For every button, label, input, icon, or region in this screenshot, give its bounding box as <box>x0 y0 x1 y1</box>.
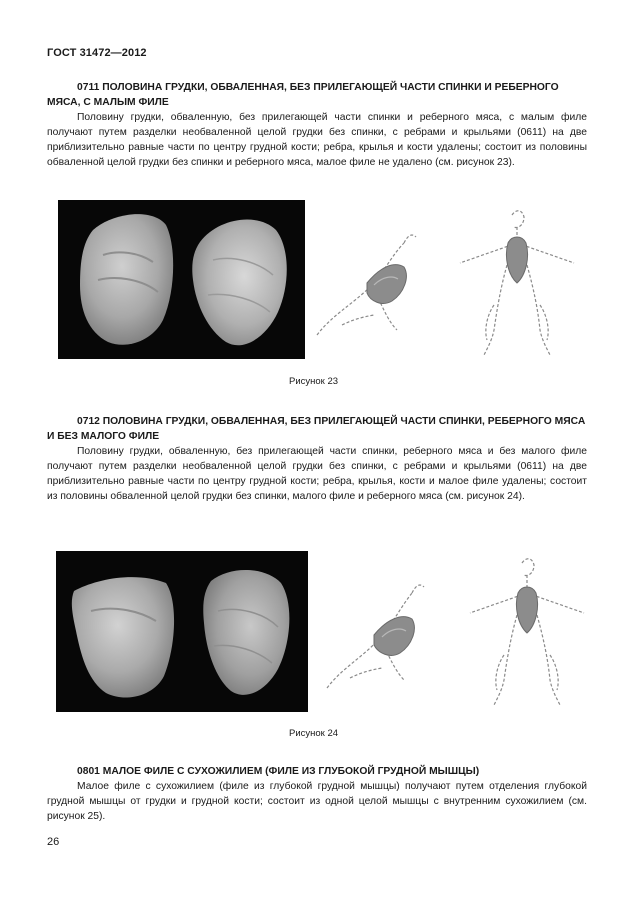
figure-24-photo <box>56 551 308 712</box>
section-heading: 0712 ПОЛОВИНА ГРУДКИ, ОБВАЛЕННАЯ, БЕЗ ПРИЛЕГАЮЩЕЙ ЧАСТИ СПИНКИ, РЕБЕРНОГО МЯСА И БЕЗ МАЛОГО ФИЛЕ <box>47 416 586 442</box>
figure-24-caption: Рисунок 24 <box>289 728 339 739</box>
figure-23-caption: Рисунок 23 <box>289 376 339 387</box>
section-heading: 0711 ПОЛОВИНА ГРУДКИ, ОБВАЛЕННАЯ, БЕЗ ПРИЛЕГАЮЩЕЙ ЧАСТИ СПИНКИ И РЕБЕРНОГО МЯСА, С МАЛЫМ ФИЛЕ <box>47 82 559 108</box>
section-0801 <box>47 764 587 824</box>
section-0711 <box>47 80 587 170</box>
standard-header: ГОСТ 31472—2012 <box>47 47 147 59</box>
section-0712 <box>47 414 587 504</box>
section-paragraph: Малое филе с сухожилием (филе из глубокой грудной мышцы) получают путем отделения глубокой грудной мышцы от грудки и грудной кости; состоит из одной целой мышцы с внутренним сухожилием (см. рисунок 25). <box>47 781 587 822</box>
section-heading: 0801 МАЛОЕ ФИЛЕ С СУХОЖИЛИЕМ (ФИЛЕ ИЗ ГЛУБОКОЙ ГРУДНОЙ МЫШЦЫ) <box>77 766 480 777</box>
figure-24-carcass-drawing <box>322 553 590 715</box>
figure-23-carcass-drawing <box>312 205 584 365</box>
section-paragraph: Половину грудки, обваленную, без прилегающей части спинки, реберного мяса и без малого филе получают путем разделки необваленной целой грудки без спинки, с ребрами и крыльями (0611) на две приблизительно равные части по центру грудной кости; ребра, крылья, кости и малое филе удалены; состоит из половины обваленной целой грудки без спинки, малого филе и реберного мяса (см. рисунок 24). <box>47 446 587 502</box>
page-number: 26 <box>47 836 60 848</box>
figure-23-photo <box>58 200 305 359</box>
section-paragraph: Половину грудки, обваленную, без прилегающей части спинки и реберного мяса, с малым филе получают путем разделки необваленной целой грудки без спинки, с ребрами и крыльями (0611) на две приблизительно равные части по центру грудной кости; ребра, крылья и кости удалены; состоит из половины обваленной целой грудки без спинки и реберного мяса, малое филе не удалено (см. рисунок 23). <box>47 112 587 168</box>
